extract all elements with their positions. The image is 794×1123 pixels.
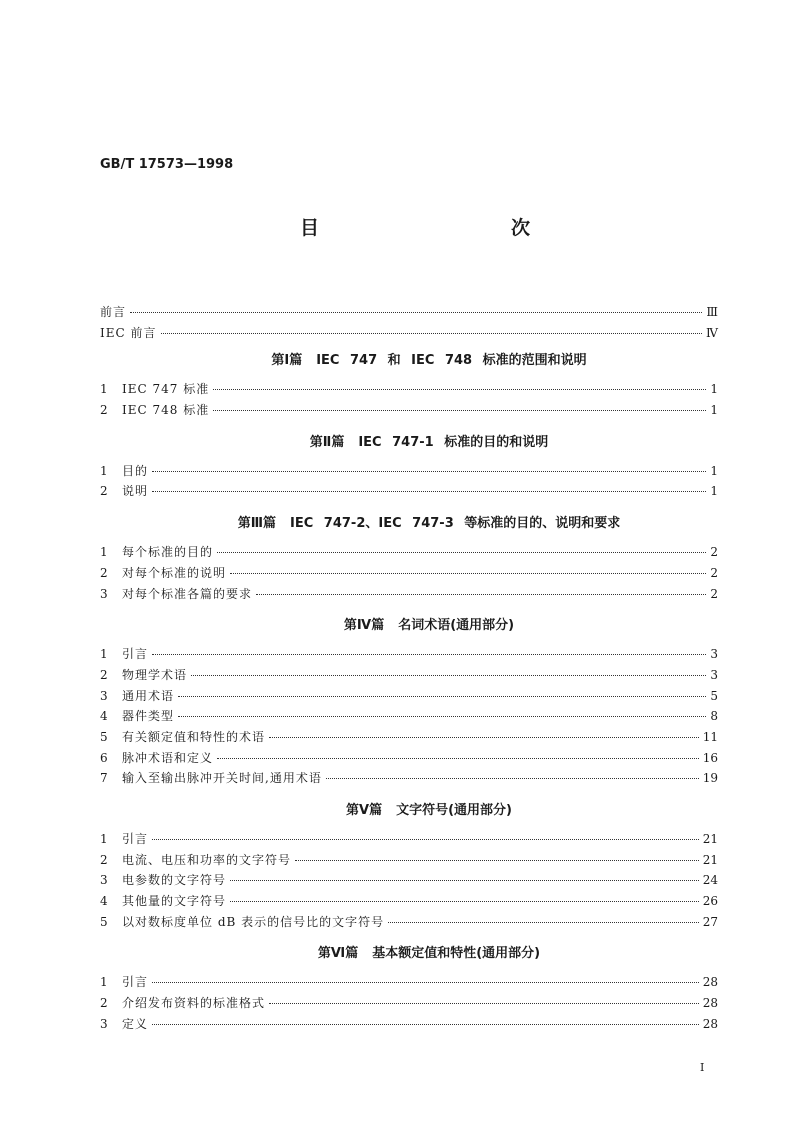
toc-entry-page: Ⅳ bbox=[706, 325, 718, 340]
toc-entry-number: 6 bbox=[100, 750, 108, 765]
part-title: IEC 747-2、IEC 747-3 等标准的目的、说明和要求 bbox=[290, 516, 621, 532]
toc-entry[interactable] bbox=[100, 748, 718, 769]
toc-entry-number: 2 bbox=[100, 667, 108, 682]
part-number: 第Ⅱ篇 bbox=[309, 434, 345, 450]
part-number: 第Ⅵ篇 bbox=[317, 946, 359, 962]
toc-entry-text: 每个标准的目的 bbox=[122, 545, 214, 560]
toc-entry-page: 5 bbox=[710, 688, 718, 703]
toc-entry-text: 器件类型 bbox=[122, 709, 175, 724]
toc-entry-number: 2 bbox=[100, 403, 108, 418]
toc-entry-number: 1 bbox=[100, 382, 108, 397]
toc-entry[interactable] bbox=[100, 912, 718, 933]
toc-entry-number: 1 bbox=[100, 463, 108, 478]
toc-entry-page: 2 bbox=[710, 545, 718, 560]
part-title: 名词术语(通用部分) bbox=[398, 618, 515, 634]
toc-entry-text: 电流、电压和功率的文字符号 bbox=[122, 852, 292, 867]
toc-entry-number: 2 bbox=[100, 852, 108, 867]
toc-entry-text: 对每个标准的说明 bbox=[122, 565, 227, 580]
part-number: 第Ⅳ篇 bbox=[343, 618, 385, 634]
toc-entry-text: 前言 bbox=[100, 305, 127, 319]
toc-entry[interactable] bbox=[100, 481, 718, 502]
dot-leader bbox=[161, 333, 703, 334]
toc-entry-page: 21 bbox=[702, 832, 718, 846]
toc-entry-page: 2 bbox=[710, 565, 718, 580]
toc-entry-text: 目的 bbox=[122, 463, 149, 478]
dot-leader bbox=[230, 880, 699, 881]
toc-entry-page: 1 bbox=[710, 484, 718, 499]
toc-entry-page: 3 bbox=[710, 647, 718, 662]
toc-entry[interactable] bbox=[100, 665, 718, 686]
toc-entry-number: 7 bbox=[100, 771, 108, 786]
toc-entry-number: 1 bbox=[100, 832, 108, 846]
toc-entry[interactable] bbox=[100, 706, 718, 727]
dot-leader bbox=[152, 839, 699, 840]
toc-entry[interactable] bbox=[100, 461, 718, 482]
toc-entry[interactable] bbox=[100, 1014, 718, 1035]
toc-entry-page: Ⅲ bbox=[706, 305, 718, 319]
toc-entry-number: 4 bbox=[100, 894, 108, 909]
dot-leader bbox=[269, 737, 699, 738]
toc-entry-page: 3 bbox=[710, 667, 718, 682]
dot-leader bbox=[178, 716, 706, 717]
toc-entry[interactable] bbox=[100, 323, 718, 344]
toc-entry-number: 3 bbox=[100, 1016, 108, 1031]
dot-leader bbox=[230, 901, 699, 902]
toc-entry-text: IEC 748 标准 bbox=[122, 403, 210, 418]
part-number: 第Ⅴ篇 bbox=[346, 803, 383, 818]
toc-entry[interactable] bbox=[100, 686, 718, 707]
toc-entry-text: 电参数的文字符号 bbox=[122, 873, 227, 888]
toc-entry[interactable] bbox=[100, 727, 718, 748]
toc-entry[interactable] bbox=[100, 400, 718, 421]
dot-leader bbox=[213, 389, 706, 390]
dot-leader bbox=[388, 922, 699, 923]
toc-title-char-2: 次 bbox=[510, 217, 530, 239]
toc-entry-text: 其他量的文字符号 bbox=[122, 894, 227, 909]
dot-leader bbox=[217, 552, 706, 553]
toc-entry[interactable] bbox=[100, 302, 718, 323]
toc-entry-text: IEC 前言 bbox=[100, 325, 157, 340]
part-heading[interactable] bbox=[140, 793, 718, 829]
dot-leader bbox=[191, 675, 706, 676]
toc-entry-page: 8 bbox=[710, 709, 718, 724]
toc-entry-number: 3 bbox=[100, 873, 108, 888]
dot-leader bbox=[230, 573, 706, 574]
toc-entry-number: 5 bbox=[100, 729, 108, 744]
part-number: 第Ⅰ篇 bbox=[271, 353, 303, 369]
toc-entry-number: 1 bbox=[100, 975, 108, 990]
part-title: IEC 747 和 IEC 748 标准的范围和说明 bbox=[316, 353, 587, 369]
toc-entry[interactable] bbox=[100, 584, 718, 605]
part-title: 文字符号(通用部分) bbox=[396, 803, 512, 818]
dot-leader bbox=[152, 982, 699, 983]
dot-leader bbox=[295, 860, 699, 861]
toc-entry[interactable] bbox=[100, 891, 718, 912]
toc-entry-text: 输入至输出脉冲开关时间,通用术语 bbox=[122, 771, 322, 786]
toc-entry-text: 介绍发布资料的标准格式 bbox=[122, 996, 266, 1011]
toc-entry[interactable] bbox=[100, 644, 718, 665]
toc-title-char-1: 目 bbox=[300, 217, 320, 239]
dot-leader bbox=[326, 778, 699, 779]
section-gap bbox=[100, 1035, 718, 1039]
toc-entry-text: 通用术语 bbox=[122, 688, 175, 703]
dot-leader bbox=[269, 1003, 699, 1004]
toc-entry-text: 定义 bbox=[122, 1016, 149, 1031]
toc-entry-number: 2 bbox=[100, 565, 108, 580]
toc-entry-text: 物理学术语 bbox=[122, 667, 188, 682]
toc-entry[interactable] bbox=[100, 829, 718, 850]
dot-leader bbox=[130, 312, 702, 313]
page-number: Ⅰ bbox=[700, 1061, 705, 1074]
toc-entry[interactable] bbox=[100, 850, 718, 871]
part-title: 基本额定值和特性(通用部分) bbox=[372, 946, 541, 962]
toc-entry-page: 28 bbox=[702, 1016, 718, 1031]
part-heading[interactable] bbox=[140, 506, 718, 542]
toc-entry-page: 1 bbox=[710, 463, 718, 478]
part-title: IEC 747-1 标准的目的和说明 bbox=[358, 434, 549, 450]
toc-entry[interactable] bbox=[100, 542, 718, 563]
toc-entry-page: 21 bbox=[702, 852, 718, 867]
toc-entry-page: 28 bbox=[702, 975, 718, 990]
toc-entry-text: 脉冲术语和定义 bbox=[122, 750, 214, 765]
toc-entry-number: 5 bbox=[100, 914, 108, 929]
toc-entry-text: 说明 bbox=[122, 484, 149, 499]
toc-entry-text: 以对数标度单位 dB 表示的信号比的文字符号 bbox=[122, 914, 385, 929]
toc-entry[interactable] bbox=[100, 972, 718, 993]
toc-entry-number: 1 bbox=[100, 647, 108, 662]
toc-entry-page: 2 bbox=[710, 586, 718, 601]
part-number: 第Ⅲ篇 bbox=[237, 516, 277, 532]
part-heading[interactable] bbox=[140, 608, 718, 644]
toc-entry-text: 引言 bbox=[122, 647, 149, 662]
toc-title bbox=[300, 213, 530, 240]
toc-entry-text: IEC 747 标准 bbox=[122, 382, 210, 397]
toc-entry[interactable] bbox=[100, 563, 718, 584]
toc-entry-number: 2 bbox=[100, 484, 108, 499]
dot-leader bbox=[217, 758, 699, 759]
toc-entry[interactable] bbox=[100, 768, 718, 789]
dot-leader bbox=[152, 1024, 699, 1025]
toc-entry-number: 3 bbox=[100, 688, 108, 703]
toc-entry-page: 28 bbox=[702, 996, 718, 1011]
toc-entry-number: 2 bbox=[100, 996, 108, 1011]
dot-leader bbox=[152, 491, 706, 492]
part-heading[interactable] bbox=[140, 936, 718, 972]
part-heading[interactable] bbox=[140, 343, 718, 379]
toc-entry-page: 11 bbox=[702, 729, 718, 744]
toc-entry[interactable] bbox=[100, 993, 718, 1014]
toc-entry-page: 26 bbox=[702, 894, 718, 909]
toc-entry-text: 引言 bbox=[122, 975, 149, 990]
toc-entry-text: 有关额定值和特性的术语 bbox=[122, 729, 266, 744]
dot-leader bbox=[256, 594, 706, 595]
toc-entry-page: 1 bbox=[710, 382, 718, 397]
dot-leader bbox=[178, 696, 706, 697]
toc-entry-text: 对每个标准各篇的要求 bbox=[122, 586, 253, 601]
toc-entry-page: 16 bbox=[702, 750, 718, 765]
table-of-contents bbox=[100, 302, 718, 1039]
dot-leader bbox=[213, 410, 706, 411]
toc-entry[interactable] bbox=[100, 870, 718, 891]
part-heading[interactable] bbox=[140, 425, 718, 461]
toc-entry-page: 1 bbox=[710, 403, 718, 418]
toc-entry-page: 24 bbox=[702, 873, 718, 888]
toc-entry-number: 3 bbox=[100, 586, 108, 601]
toc-entry-page: 27 bbox=[702, 914, 718, 929]
dot-leader bbox=[152, 471, 706, 472]
toc-entry-number: 1 bbox=[100, 545, 108, 560]
toc-entry-text: 引言 bbox=[122, 832, 149, 846]
toc-entry-page: 19 bbox=[702, 771, 718, 786]
standard-code: GB/T 17573—1998 bbox=[100, 157, 234, 172]
toc-entry-number: 4 bbox=[100, 709, 108, 724]
dot-leader bbox=[152, 654, 706, 655]
toc-entry[interactable] bbox=[100, 379, 718, 400]
